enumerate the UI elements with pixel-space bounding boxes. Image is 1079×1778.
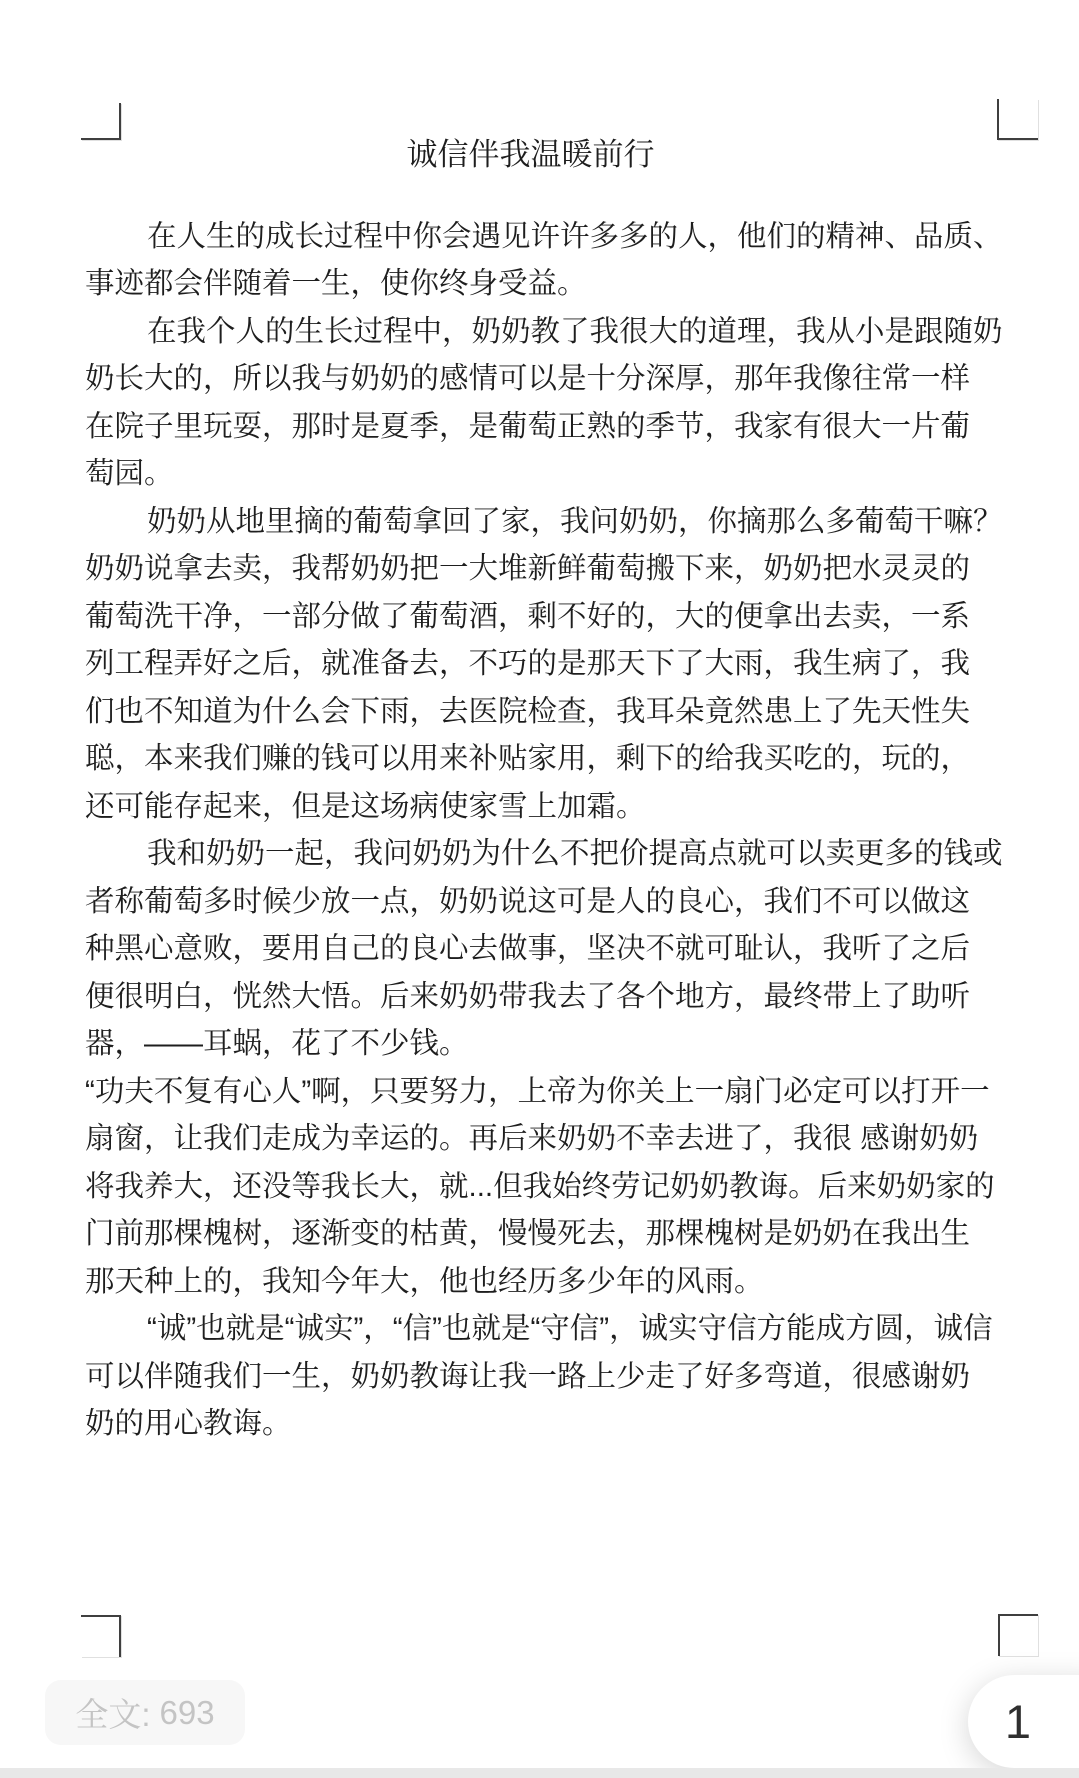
essay-line: 事迹都会伴随着一生，使你终身受益。 <box>85 267 587 300</box>
crop-mark-top-right-icon <box>997 99 1038 140</box>
essay-line: “诚”也就是“诚实”，“信”也就是“守信”，诚实守信方能成方圆，诚信 <box>147 1312 993 1345</box>
crop-mark-bottom-left-icon <box>81 1615 121 1657</box>
essay-line: 奶的用心教诲。 <box>85 1407 292 1440</box>
word-count-chip <box>45 1680 245 1745</box>
essay-line: 聪，本来我们赚的钱可以用来补贴家用，剩下的给我买吃的，玩的， <box>85 742 971 775</box>
essay-line: 便很明白，恍然大悟。后来奶奶带我去了各个地方，最终带上了助听 <box>85 979 971 1013</box>
essay-line: 门前那棵槐树，逐渐变的枯黄，慢慢死去，那棵槐树是奶奶在我出生 <box>85 1217 971 1250</box>
essay-line: 还可能存起来，但是这场病使家雪上加霜。 <box>85 789 646 823</box>
page-indicator[interactable] <box>968 1675 1079 1768</box>
word-count-label: 全文: <box>75 1696 151 1733</box>
crop-mark-bottom-right-icon <box>998 1614 1038 1656</box>
essay-body <box>85 213 1003 1448</box>
essay-line: “功夫不复有心人”啊，只要努力，上帝为你关上一扇门必定可以打开一 <box>85 1074 990 1108</box>
essay-line: 奶奶说拿去卖，我帮奶奶把一大堆新鲜葡萄搬下来，奶奶把水灵灵的 <box>85 552 971 585</box>
essay-line: 将我养大，还没等我长大，就...但我始终劳记奶奶教诲。后来奶奶家的 <box>85 1169 995 1203</box>
essay-line: 可以伴随我们一生，奶奶教诲让我一路上少走了好多弯道，很感谢奶 <box>85 1359 971 1393</box>
essay-line: 奶奶从地里摘的葡萄拿回了家，我问奶奶，你摘那么多葡萄干嘛？ <box>147 504 1003 538</box>
essay-line: 我和奶奶一起，我问奶奶为什么不把价提高点就可以卖更多的钱或 <box>147 837 1003 870</box>
essay-line: 器，——耳蜗，花了不少钱。 <box>85 1027 469 1060</box>
essay-line: 列工程弄好之后，就准备去，不巧的是那天下了大雨，我生病了，我 <box>85 647 971 680</box>
essay-line: 葡萄洗干净，一部分做了葡萄酒，剩不好的，大的便拿出去卖，一系 <box>85 599 971 633</box>
essay-column <box>85 131 1003 1448</box>
essay-line: 在我个人的生长过程中，奶奶教了我很大的道理，我从小是跟随奶 <box>147 314 1003 348</box>
essay-line: 萄园。 <box>85 457 174 490</box>
word-count-value: 693 <box>159 1693 215 1731</box>
bottom-edge-bar <box>0 1768 1079 1778</box>
essay-title: 诚信伴我温暖前行 <box>406 137 655 172</box>
page-number: 1 <box>1004 1695 1032 1748</box>
essay-line: 扇窗，让我们走成为幸运的。再后来奶奶不幸去进了，我很 感谢奶奶 <box>85 1122 979 1155</box>
essay-line: 者称葡萄多时候少放一点，奶奶说这可是人的良心，我们不可以做这 <box>85 884 971 918</box>
essay-line: 种黑心意败，要用自己的良心去做事，坚决不就可耻认，我听了之后 <box>85 932 971 965</box>
essay-line: 在院子里玩耍，那时是夏季，是葡萄正熟的季节，我家有很大一片葡 <box>85 409 971 443</box>
essay-line: 们也不知道为什么会下雨，去医院检查，我耳朵竟然患上了先天性失 <box>85 694 971 728</box>
essay-line: 奶长大的，所以我与奶奶的感情可以是十分深厚，那年我像往常一样 <box>85 362 971 395</box>
essay-line: 那天种上的，我知今年大，他也经历多少年的风雨。 <box>85 1264 764 1298</box>
essay-line: 在人生的成长过程中你会遇见许许多多的人，他们的精神、品质、 <box>147 219 1003 253</box>
